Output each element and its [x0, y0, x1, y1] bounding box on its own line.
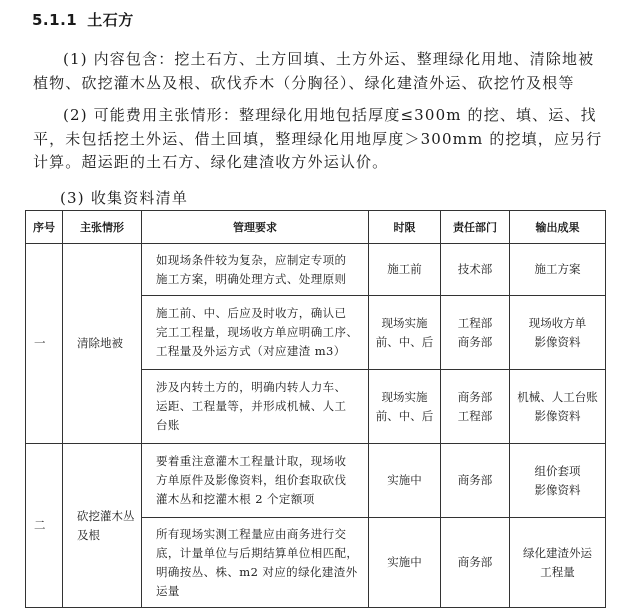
- requirement-cell: 所有现场实测工程量应由商务进行交 底，计量单位与后期结算单位相匹配， 明确按丛、株、m2 对应的绿化建渣外 运量: [142, 518, 369, 608]
- table-row: [26, 244, 606, 296]
- row-case: 清除地被: [63, 244, 142, 444]
- table-row: [26, 444, 606, 518]
- header-department: 责任部门: [441, 211, 510, 244]
- header-case: 主张情形: [63, 211, 142, 244]
- output-cell: 现场收方单 影像资料: [510, 296, 606, 370]
- section-heading: [32, 9, 134, 30]
- department-cell: 商务部: [441, 444, 510, 518]
- row-index: 一: [26, 244, 63, 444]
- requirement-cell: 施工前、中、后应及时收方，确认已 完工工程量，现场收方单应明确工序、 工程量及外运方式（对应建渣 m3）: [142, 296, 369, 370]
- time-cell: 实施中: [369, 444, 441, 518]
- header-requirement: 管理要求: [142, 211, 369, 244]
- department-cell: 商务部: [441, 518, 510, 608]
- output-cell: 机械、人工台账 影像资料: [510, 370, 606, 444]
- time-cell: 现场实施 前、中、后: [369, 296, 441, 370]
- header-index: 序号: [26, 211, 63, 244]
- time-cell: 现场实施 前、中、后: [369, 370, 441, 444]
- row-case: 砍挖灌木丛 及根: [63, 444, 142, 608]
- header-output: 输出成果: [510, 211, 606, 244]
- time-cell: 施工前: [369, 244, 441, 296]
- requirement-cell: 如现场条件较为复杂，应制定专项的 施工方案，明确处理方式、处理原则: [142, 244, 369, 296]
- paragraph-content-scope: (1) 内容包含：挖土石方、土方回填、土方外运、整理绿化用地、清除地被植物、砍挖灌木丛及根、砍伐乔木（分胸径）、绿化建渣外运、砍挖竹及根等: [33, 50, 595, 92]
- output-cell: 绿化建渣外运 工程量: [510, 518, 606, 608]
- requirement-cell: 涉及内转土方的，明确内转人力车、 运距、工程量等，并形成机械、人工 台账: [142, 370, 369, 444]
- paragraph-document-list: (3) 收集资料清单: [60, 189, 189, 207]
- header-time: 时限: [369, 211, 441, 244]
- department-cell: 工程部 商务部: [441, 296, 510, 370]
- document-checklist-table: [25, 210, 606, 608]
- time-cell: 实施中: [369, 518, 441, 608]
- table-header-row: [26, 211, 606, 244]
- department-cell: 商务部 工程部: [441, 370, 510, 444]
- section-number: 5.1.1: [32, 11, 78, 29]
- row-index: 二: [26, 444, 63, 608]
- output-cell: 组价套项 影像资料: [510, 444, 606, 518]
- requirement-cell: 要着重注意灌木工程量计取，现场收 方单原件及影像资料，组价套取砍伐 灌木丛和挖灌木根 2 个定额项: [142, 444, 369, 518]
- section-title: 土石方: [87, 11, 134, 29]
- paragraph-cost-claims: (2) 可能费用主张情形：整理绿化用地包括厚度≤300m 的挖、填、运、找平，未包括挖土外运、借土回填，整理绿化用地厚度＞300mm 的挖填，应另行计算。超运距的土石方、绿化建渣收方外运认价。: [33, 106, 603, 171]
- department-cell: 技术部: [441, 244, 510, 296]
- output-cell: 施工方案: [510, 244, 606, 296]
